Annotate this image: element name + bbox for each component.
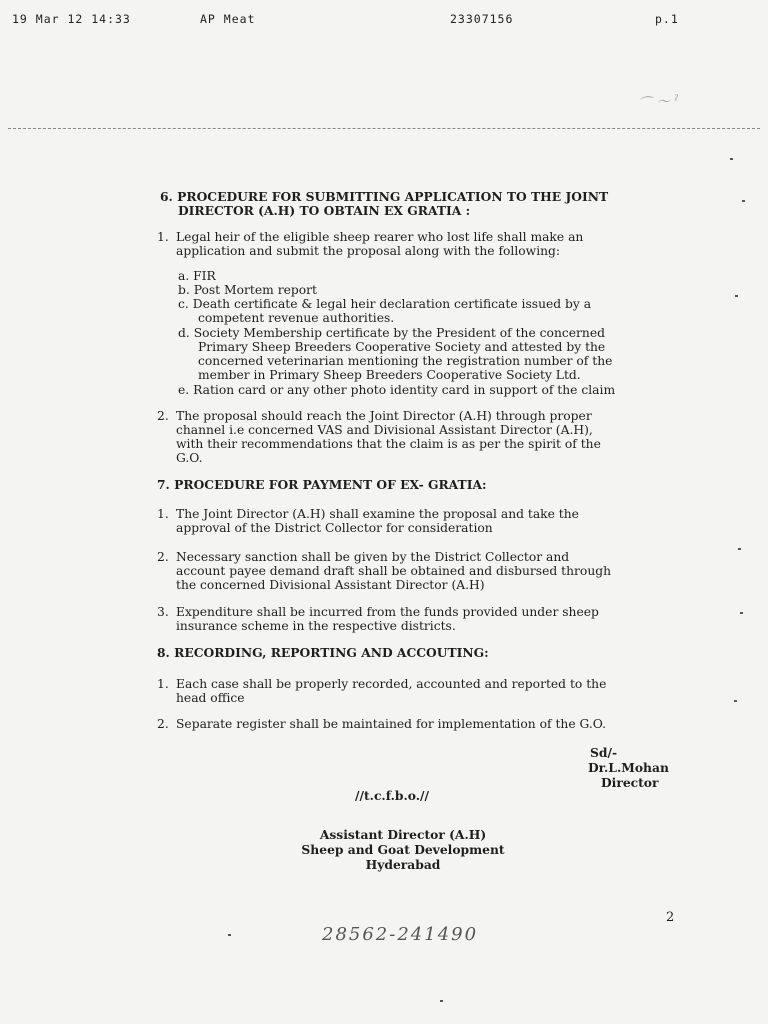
section8-item1-number: 1.: [157, 677, 169, 691]
section8-item1-line2: head office: [176, 691, 245, 705]
subitem-d-line1: d. Society Membership certificate by the President of the concerned: [178, 326, 605, 340]
section8-item2-number: 2.: [157, 717, 169, 731]
section7-item2-line3: the concerned Divisional Assistant Director (A.H): [176, 578, 485, 592]
scan-speck: [228, 934, 231, 936]
section7-item3-number: 3.: [157, 605, 169, 619]
subitem-a: a. FIR: [178, 269, 216, 283]
section6-item2-line4: G.O.: [176, 451, 203, 465]
section6-item1-number: 1.: [157, 230, 169, 244]
section6-item2-line3: with their recommendations that the claim is as per the spirit of the: [176, 437, 601, 451]
section7-item3-line1: Expenditure shall be incurred from the funds provided under sheep: [176, 605, 599, 619]
section7-item3-line2: insurance scheme in the respective districts.: [176, 619, 456, 633]
scan-speck: [740, 612, 743, 614]
subitem-d-line3: concerned veterinarian mentioning the registration number of the: [198, 354, 613, 368]
section8-item1-line1: Each case shall be properly recorded, accounted and reported to the: [176, 677, 607, 691]
scan-speck: [734, 700, 737, 702]
page-number: 2: [666, 910, 675, 925]
section6-item1-line2: application and submit the proposal along with the following:: [176, 244, 561, 258]
recipient-line2: Sheep and Goat Development: [301, 842, 505, 857]
section6-item2-line2: channel i.e concerned VAS and Divisional Assistant Director (A.H),: [176, 423, 593, 437]
section7-item2-line2: account payee demand draft shall be obtained and disbursed through: [176, 564, 612, 578]
section7-item2-line1: Necessary sanction shall be given by the District Collector and: [176, 550, 570, 564]
recipient-line1: Assistant Director (A.H): [319, 827, 487, 842]
subitem-d-line4: member in Primary Sheep Breeders Cooperative Society Ltd.: [198, 368, 581, 382]
scan-speck: [735, 295, 738, 297]
section7-item1-line2: approval of the District Collector for consideration: [176, 521, 493, 535]
scan-speck: [730, 158, 733, 160]
signature-sd: Sd/-: [590, 745, 618, 760]
section6-title-line2: DIRECTOR (A.H) TO OBTAIN EX GRATIA :: [178, 203, 471, 218]
scan-speck: [742, 200, 745, 202]
scan-speck: [440, 1000, 443, 1002]
subitem-e: e. Ration card or any other photo identity card in support of the claim: [178, 383, 616, 397]
signature-name: Dr.L.Mohan: [588, 760, 669, 775]
tcfbo-mark: //t.c.f.b.o.//: [355, 788, 429, 803]
section7-item1-number: 1.: [157, 507, 169, 521]
fax-sender: AP Meat: [200, 12, 256, 26]
section6-item1-line1: Legal heir of the eligible sheep rearer who lost life shall make an: [176, 230, 584, 244]
section8-item2-line1: Separate register shall be maintained for implementation of the G.O.: [176, 717, 607, 731]
subitem-c-line1: c. Death certificate & legal heir declaration certificate issued by a: [178, 297, 592, 311]
handwritten-mark: ⌒ 〜 ˀ: [637, 92, 680, 114]
scan-speck: [738, 548, 741, 550]
section7-title: 7. PROCEDURE FOR PAYMENT OF EX- GRATIA:: [157, 477, 487, 492]
section6-item2-line1: The proposal should reach the Joint Director (A.H) through proper: [176, 409, 592, 423]
subitem-d-line2: Primary Sheep Breeders Cooperative Society and attested by the: [198, 340, 606, 354]
section6-item2-number: 2.: [157, 409, 169, 423]
signature-title: Director: [601, 775, 659, 790]
fax-number: 23307156: [450, 12, 514, 26]
subitem-c-line2: competent revenue authorities.: [198, 311, 395, 325]
section6-title-line1: 6. PROCEDURE FOR SUBMITTING APPLICATION TO THE JOINT: [160, 189, 609, 204]
section7-item1-line1: The Joint Director (A.H) shall examine the proposal and take the: [176, 507, 579, 521]
fax-page: p.1: [655, 12, 679, 26]
section7-item2-number: 2.: [157, 550, 169, 564]
handwritten-number: 28562-241490: [322, 924, 479, 945]
fax-separator-line: [8, 128, 760, 129]
section8-title: 8. RECORDING, REPORTING AND ACCOUTING:: [157, 645, 489, 660]
recipient-line3: Hyderabad: [365, 857, 441, 872]
subitem-b: b. Post Mortem report: [178, 283, 317, 297]
fax-datetime: 19 Mar 12 14:33: [12, 12, 131, 26]
